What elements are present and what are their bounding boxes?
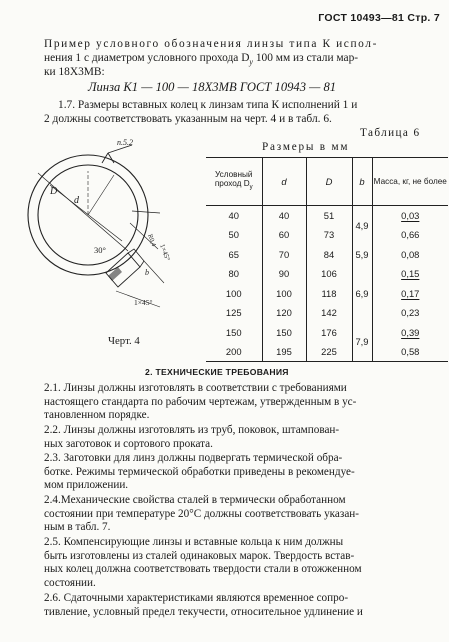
cell-dy: 150: [225, 326, 242, 338]
example-line-3: ки 18Х3МВ:: [44, 66, 105, 78]
col-header-d: d: [262, 158, 306, 206]
paragraph-line: быть изготовлены из сталей одинаковых марок. Твердость встав-: [44, 549, 355, 562]
col-header-dy: Условный проход $D_у$: [214, 169, 253, 191]
paragraph-line: состоянии при температуре 20°С должны соответствовать указан-: [44, 507, 359, 520]
cell-mass: 0,15: [372, 264, 448, 284]
cell-D: 142: [306, 303, 352, 323]
paragraph-line: 2.3. Заготовки для линз должны подвергать термической обра-: [44, 452, 343, 464]
clause-1-7-line-1: 1.7. Размеры вставных колец к линзам типа К исполнений 1 и: [58, 99, 358, 111]
col-header-D: D: [306, 158, 352, 206]
paragraph-line: 2.1. Линзы должны изготовлять в соответствии с требованиями: [44, 382, 347, 394]
paragraph-line: мом приложении.: [44, 479, 129, 491]
table-row: [206, 225, 448, 245]
cell-d: 90: [262, 264, 306, 284]
cell-D: 51: [306, 206, 352, 226]
example-line-2b: 100 мм из стали мар-: [252, 52, 359, 64]
cell-mass: 0,08: [372, 245, 448, 265]
cell-D: 106: [306, 264, 352, 284]
radius-label: R0,4: [146, 233, 157, 248]
col-header-mass: Масса, кг, не более: [372, 158, 448, 206]
cell-b: 6,9: [352, 264, 372, 323]
dim-d-label: d: [74, 195, 79, 206]
paragraph-line: 2.4.Механические свойства сталей в термически обработанном: [44, 494, 346, 506]
paragraph-2-6: [44, 592, 438, 619]
table-size-label: Размеры в мм: [262, 141, 350, 153]
cell-dy: 200: [225, 346, 242, 357]
cell-dy: 80: [228, 268, 239, 280]
section-title: 2. ТЕХНИЧЕСКИЕ ТРЕБОВАНИЯ: [145, 367, 289, 377]
cell-mass: 0,58: [372, 342, 448, 362]
cell-dy: 125: [225, 307, 242, 319]
cell-D: 84: [306, 245, 352, 265]
dim-b-label: b: [145, 268, 149, 277]
paragraph-line: ботке. Режимы термической обработки приведены в рекомендуе-: [44, 465, 355, 478]
paragraph-2-5: [44, 536, 438, 590]
paragraph-line: ных заготовок и сортового проката.: [44, 437, 213, 450]
cell-dy: 65: [228, 248, 239, 260]
example-line-2a: нения 1 с диаметром условного прохода D: [44, 52, 250, 64]
cell-b: 7,9: [352, 323, 372, 362]
example-line-1: Пример условного обозначения линзы типа К испол-: [44, 38, 378, 50]
table-row: [206, 323, 448, 343]
finish-label: п.5.2: [117, 138, 133, 147]
dimensions-table: [206, 157, 448, 362]
chamfer-1-label: 1×45°: [134, 298, 153, 307]
paragraph-line: тивление, условный предел текучести, относительное удлинение и: [44, 605, 363, 618]
paragraph-line: 2.2. Линзы должны изготовлять из труб, поковок, штампован-: [44, 424, 340, 436]
ring-drawing: [10, 133, 200, 338]
paragraph-line: ных колец должна соответствовать твердости стали в отожженном: [44, 563, 362, 575]
dim-D-label: D: [50, 186, 58, 197]
cell-b: 4,9: [352, 206, 372, 245]
table-row: [206, 284, 448, 304]
paragraph-2-2: [44, 424, 438, 451]
paragraph-line: настоящего стандарта по рабочим чертежам, утвержденным в ус-: [44, 395, 357, 408]
cell-dy: 50: [228, 229, 239, 241]
table-row: [206, 342, 448, 362]
lens-designation: Линза К1 — 100 — 18Х3МВ ГОСТ 10943 — 81: [88, 80, 337, 94]
cell-mass: 0,39: [372, 323, 448, 343]
cell-d: 150: [262, 323, 306, 343]
paragraph-line: 2.6. Сдаточными характеристиками являются временное сопро-: [44, 592, 349, 604]
table-row: [206, 264, 448, 284]
cell-d: 195: [262, 342, 306, 362]
figure-caption: Черт. 4: [108, 335, 140, 347]
table-row: [206, 206, 448, 226]
paragraph-line: ным в табл. 7.: [44, 521, 111, 533]
cell-b: 5,9: [352, 245, 372, 265]
cell-D: 176: [306, 323, 352, 343]
page-header: ГОСТ 10493—81 Стр. 7: [318, 12, 440, 24]
cell-mass: 0,66: [372, 225, 448, 245]
table-row: [206, 303, 448, 323]
cell-mass: 0,23: [372, 303, 448, 323]
cell-d: 100: [262, 284, 306, 304]
paragraph-2-3: [44, 452, 438, 493]
paragraph-line: тановленном порядке.: [44, 409, 150, 421]
cell-d: 60: [262, 225, 306, 245]
cell-D: 118: [306, 284, 352, 304]
cell-dy: 100: [225, 287, 242, 299]
clause-1-7-line-2: 2 должны соответствовать указанным на черт. 4 и в табл. 6.: [44, 113, 332, 125]
cell-d: 70: [262, 245, 306, 265]
cell-mass: 0,03: [372, 206, 448, 226]
cell-d: 120: [262, 303, 306, 323]
dy-subscript: у: [249, 57, 253, 67]
cell-dy: 40: [228, 210, 239, 221]
paragraph-line: состоянии.: [44, 576, 96, 589]
paragraph-2-4: [44, 494, 438, 535]
paragraph-line: 2.5. Компенсирующие линзы и вставные кольца к ним должны: [44, 536, 344, 548]
table-row: [206, 245, 448, 265]
ring-drawing-svg: [10, 133, 200, 333]
cell-D: 73: [306, 225, 352, 245]
cell-d: 40: [262, 206, 306, 226]
cell-D: 225: [306, 342, 352, 362]
chamfer-2-label: 1×45°: [158, 242, 172, 262]
col-header-b: b: [352, 158, 372, 206]
table-header-row: [206, 158, 448, 206]
paragraph-2-1: [44, 382, 438, 423]
angle-label: 30°: [94, 245, 106, 255]
cell-mass: 0,17: [372, 284, 448, 304]
table-caption: Таблица 6: [360, 127, 421, 139]
